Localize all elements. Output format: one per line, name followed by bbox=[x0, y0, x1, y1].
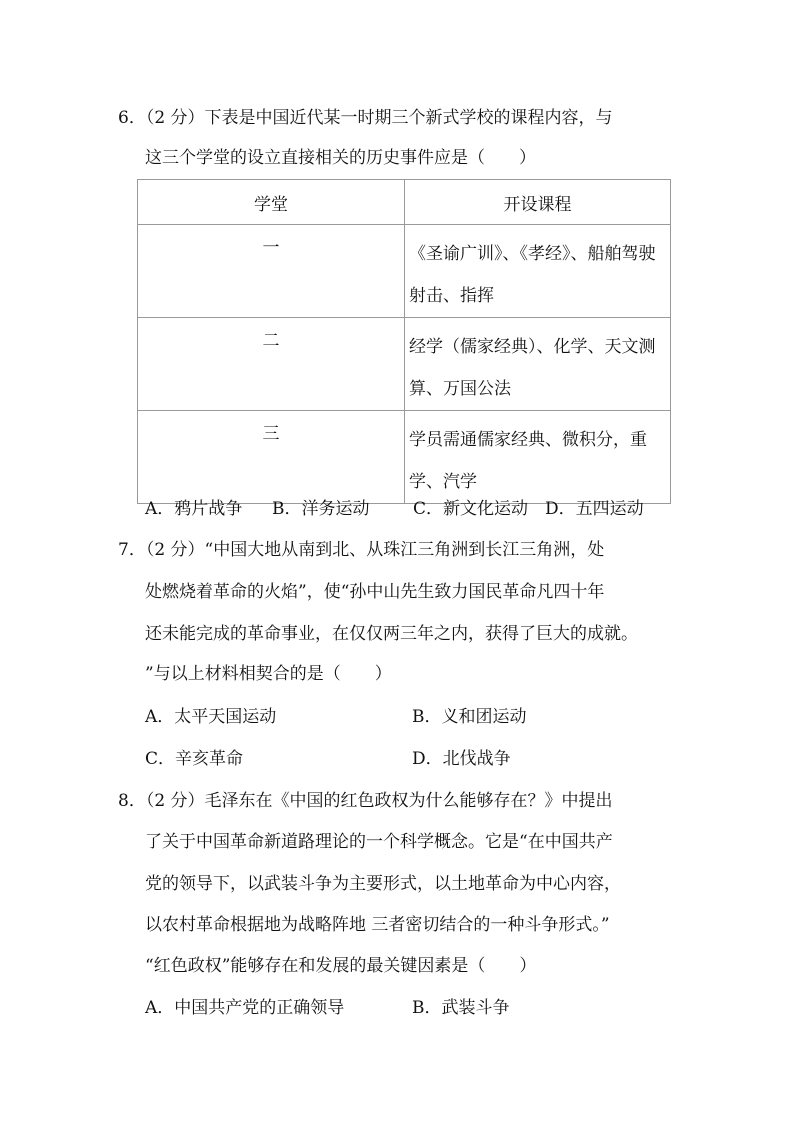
table-row bbox=[138, 318, 671, 411]
q8-stem-line-2: 了关于中国革命新道路理论的一个科学概念。它是“在中国共产 bbox=[145, 832, 613, 852]
table-row bbox=[138, 225, 671, 318]
q7-option-c[interactable]: C．辛亥革命 bbox=[145, 749, 244, 769]
q6-stem-line-2: 这三个学堂的设立直接相关的历史事件应是（ ） bbox=[145, 148, 536, 168]
q7-option-b[interactable]: B．义和团运动 bbox=[412, 707, 527, 727]
q7-stem-line-4: ”与以上材料相契合的是（ ） bbox=[145, 664, 392, 684]
q7-stem-line-1: 7．（2 分）“中国大地从南到北、从珠江三角洲到长江三角洲，处 bbox=[118, 540, 605, 560]
q7-option-d[interactable]: D．北伐战争 bbox=[412, 749, 511, 769]
q8-stem-line-3: 党的领导下，以武装斗争为主要形式，以土地革命为中心内容， bbox=[145, 874, 621, 894]
q8-stem-line-5: “红色政权”能够存在和发展的最关键因素是（ ） bbox=[145, 956, 537, 976]
q8-stem-line-4: 以农村革命根据地为战略阵地 三者密切结合的一种斗争形式。” bbox=[145, 915, 610, 935]
table-cell-school: 三 bbox=[138, 411, 405, 504]
table-cell-course: 经学（儒家经典）、化学、天文测算、万国公法 bbox=[405, 318, 671, 411]
table-cell-course: 《圣谕广训》、《孝经》、船舶驾驶射击、指挥 bbox=[405, 225, 671, 318]
q6-option-d[interactable]: D．五四运动 bbox=[545, 499, 644, 519]
q6-option-a[interactable]: A．鸦片战争 bbox=[145, 499, 243, 519]
q7-stem-line-2: 处燃烧着革命的火焰”，使“孙中山先生致力国民革命凡四十年 bbox=[145, 582, 605, 602]
q6-option-c[interactable]: C．新文化运动 bbox=[413, 499, 529, 519]
q8-option-b[interactable]: B．武装斗争 bbox=[412, 998, 510, 1018]
table-cell-school: 二 bbox=[138, 318, 405, 411]
table-header-row bbox=[138, 180, 671, 225]
q7-option-a[interactable]: A．太平天国运动 bbox=[145, 707, 277, 727]
table-header-school: 学堂 bbox=[138, 180, 405, 225]
table-cell-school: 一 bbox=[138, 225, 405, 318]
table-row bbox=[138, 411, 671, 504]
q7-stem-line-3: 还未能完成的革命事业，在仅仅两三年之内，获得了巨大的成就。 bbox=[145, 624, 638, 644]
q6-course-table bbox=[137, 179, 671, 504]
q8-stem-line-1: 8．（2 分）毛泽东在《中国的红色政权为什么能够存在？》中提出 bbox=[118, 791, 613, 811]
q6-option-b[interactable]: B．洋务运动 bbox=[272, 499, 370, 519]
table-header-course: 开设课程 bbox=[405, 180, 671, 225]
table-cell-course: 学员需通儒家经典、微积分，重学、汽学 bbox=[405, 411, 671, 504]
q6-stem-line-1: 6．（2 分）下表是中国近代某一时期三个新式学校的课程内容，与 bbox=[118, 108, 613, 128]
q8-option-a[interactable]: A．中国共产党的正确领导 bbox=[145, 998, 345, 1018]
